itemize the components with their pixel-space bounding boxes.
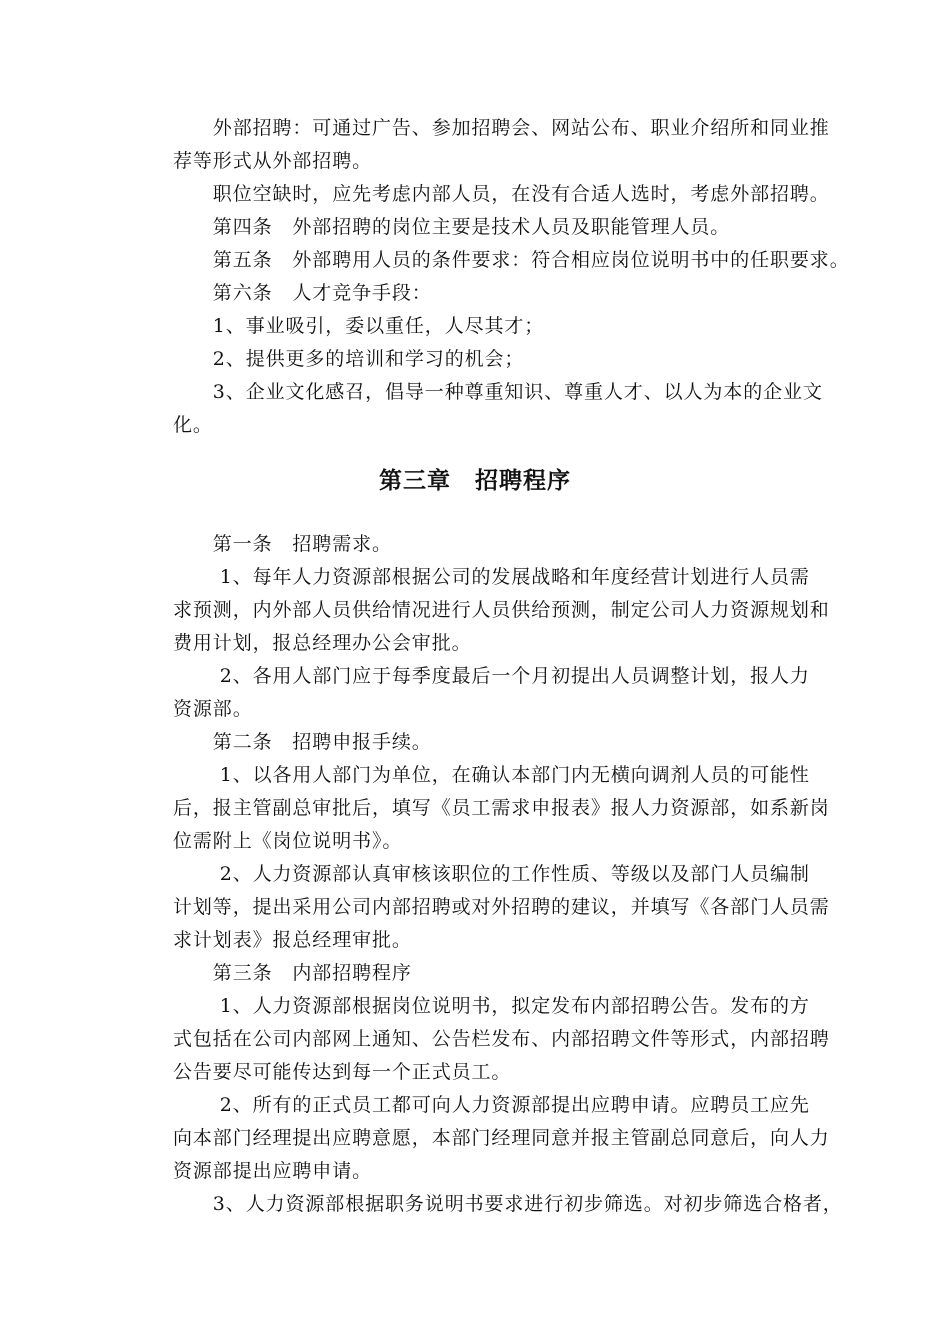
paragraph-line: 公告要尽可能传达到每一个正式员工。 bbox=[173, 1061, 512, 1083]
paragraph-line: 化。 bbox=[173, 414, 213, 436]
paragraph-line: 第五条 外部聘用人员的条件要求：符合相应岗位说明书中的任职要求。 bbox=[173, 249, 850, 271]
paragraph-line: 求预测，内外部人员供给情况进行人员供给预测，制定公司人力资源规划和 bbox=[173, 599, 830, 621]
paragraph-line: 2、提供更多的培训和学习的机会； bbox=[173, 348, 525, 370]
paragraph-line: 3、人力资源部根据职务说明书要求进行初步筛选。对初步筛选合格者， bbox=[173, 1193, 843, 1215]
paragraph-line: 1、人力资源部根据岗位说明书，拟定发布内部招聘公告。发布的方 bbox=[173, 995, 810, 1017]
paragraph-line: 计划等，提出采用公司内部招聘或对外招聘的建议，并填写《各部门人员需 bbox=[173, 896, 830, 918]
paragraph-line: 第四条 外部招聘的岗位主要是技术人员及职能管理人员。 bbox=[173, 216, 731, 238]
paragraph-line: 向本部门经理提出应聘意愿，本部门经理同意并报主管副总同意后，向人力 bbox=[173, 1127, 830, 1149]
paragraph-line: 第一条 招聘需求。 bbox=[173, 533, 392, 555]
paragraph-line: 1、每年人力资源部根据公司的发展战略和年度经营计划进行人员需 bbox=[173, 566, 810, 588]
paragraph-line: 位需附上《岗位说明书》。 bbox=[173, 830, 403, 852]
paragraph-line: 荐等形式从外部招聘。 bbox=[173, 150, 373, 172]
paragraph-line: 第六条 人才竞争手段： bbox=[173, 282, 432, 304]
paragraph-line: 1、以各用人部门为单位，在确认本部门内无横向调剂人员的可能性 bbox=[173, 764, 810, 786]
chapter-title: 第三章 招聘程序 bbox=[379, 468, 571, 494]
paragraph-line: 3、企业文化感召，倡导一种尊重知识、尊重人才、以人为本的企业文 bbox=[173, 381, 823, 403]
paragraph-line: 资源部。 bbox=[173, 698, 253, 720]
paragraph-line: 2、各用人部门应于每季度最后一个月初提出人员调整计划，报人力 bbox=[173, 665, 810, 687]
paragraph-line: 外部招聘：可通过广告、参加招聘会、网站公布、职业介绍所和同业推 bbox=[173, 117, 830, 139]
paragraph-line: 第二条 招聘申报手续。 bbox=[173, 731, 432, 753]
paragraph-line: 第三条 内部招聘程序 bbox=[173, 962, 412, 984]
paragraph-line: 式包括在公司内部网上通知、公告栏发布、内部招聘文件等形式，内部招聘 bbox=[173, 1028, 830, 1050]
paragraph-line: 1、事业吸引，委以重任，人尽其才； bbox=[173, 315, 545, 337]
paragraph-line: 后，报主管副总审批后，填写《员工需求申报表》报人力资源部，如系新岗 bbox=[173, 797, 830, 819]
paragraph-line: 求计划表》报总经理审批。 bbox=[173, 929, 412, 951]
paragraph-line: 资源部提出应聘申请。 bbox=[173, 1160, 373, 1182]
paragraph-line: 2、所有的正式员工都可向人力资源部提出应聘申请。应聘员工应先 bbox=[173, 1094, 810, 1116]
paragraph-line: 费用计划，报总经理办公会审批。 bbox=[173, 632, 472, 654]
paragraph-line: 职位空缺时，应先考虑内部人员，在没有合适人选时，考虑外部招聘。 bbox=[173, 183, 830, 205]
paragraph-line: 2、人力资源部认真审核该职位的工作性质、等级以及部门人员编制 bbox=[173, 863, 810, 885]
